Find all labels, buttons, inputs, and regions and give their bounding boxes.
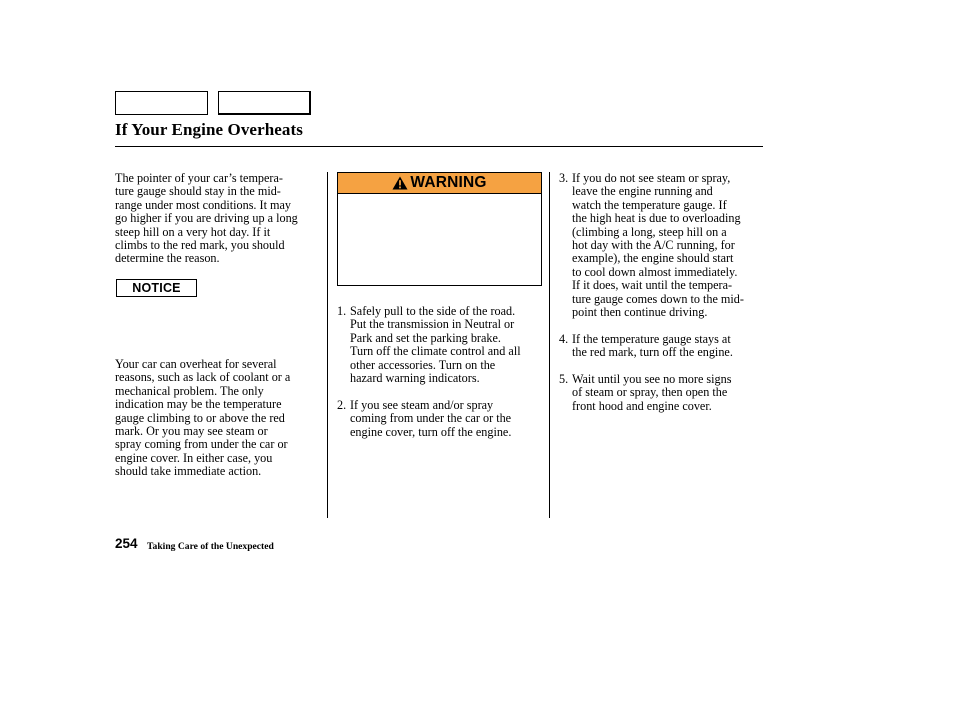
- cause-paragraph: [115, 358, 321, 479]
- warning-triangle-icon: [392, 176, 408, 190]
- notice-label: NOTICE: [116, 279, 197, 297]
- text-line: gauge climbing to or above the red: [115, 410, 285, 425]
- text-line: the red mark, turn off the engine.: [572, 345, 733, 360]
- column-right: [559, 172, 767, 427]
- page-title: If Your Engine Overheats: [115, 120, 303, 139]
- text-line: Put the transmission in Neutral or: [350, 317, 515, 332]
- text-line: leave the engine running and: [572, 184, 713, 199]
- text-line: Turn off the climate control and all: [350, 344, 521, 359]
- intro-paragraph: [115, 172, 321, 266]
- text-line: hazard warning indicators.: [350, 371, 480, 386]
- column-divider: [327, 172, 328, 518]
- section-title: Taking Care of the Unexpected: [147, 541, 274, 552]
- warning-label: WARNING: [410, 174, 487, 191]
- text-line: reasons, such as lack of coolant or a: [115, 370, 291, 385]
- page-number: 254: [115, 536, 138, 551]
- step-item: [559, 333, 767, 360]
- text-line: mechanical problem. The only: [115, 383, 264, 398]
- step-number: 1.: [337, 304, 347, 318]
- text-line: coming from under the car or the: [350, 411, 512, 426]
- warning-header: [338, 173, 541, 194]
- text-line: Wait until you see no more signs: [572, 372, 732, 387]
- text-line: If you see steam and/or spray: [350, 397, 494, 412]
- nav-box-contents[interactable]: [115, 91, 208, 115]
- column-middle: [337, 305, 542, 452]
- text-line: hot day with the A/C running, for: [572, 238, 735, 253]
- text-line: go higher if you are driving up a long: [115, 211, 298, 226]
- text-line: steep hill on a very hot day. If it: [115, 224, 271, 239]
- text-line: should take immediate action.: [115, 464, 262, 479]
- column-left: [115, 172, 321, 279]
- text-line: If you do not see steam or spray,: [572, 171, 731, 185]
- text-line: The pointer of your car’s tempera-: [115, 171, 283, 185]
- text-line: range under most conditions. It may: [115, 197, 292, 212]
- text-line: climbs to the red mark, you should: [115, 238, 285, 253]
- column-divider: [549, 172, 550, 518]
- text-line: to cool down almost immediately.: [572, 264, 738, 279]
- warning-box: [337, 172, 542, 286]
- text-line: determine the reason.: [115, 251, 220, 266]
- step-item: [337, 305, 542, 385]
- step-item: [559, 373, 767, 413]
- text-line: of steam or spray, then open the: [572, 385, 728, 400]
- text-line: If the temperature gauge stays at: [572, 331, 731, 346]
- text-line: If it does, wait until the tempera-: [572, 278, 733, 293]
- text-line: watch the temperature gauge. If: [572, 197, 727, 212]
- text-line: front hood and engine cover.: [572, 398, 712, 413]
- text-line: (climbing a long, steep hill on a: [572, 224, 727, 239]
- step-number: 2.: [337, 397, 347, 412]
- title-rule: [115, 146, 763, 147]
- text-line: ture gauge comes down to the mid-: [572, 291, 744, 306]
- text-line: example), the engine should start: [572, 251, 734, 266]
- text-line: Your car can overheat for several: [115, 357, 277, 371]
- text-line: point then continue driving.: [572, 305, 708, 320]
- text-line: other accessories. Turn on the: [350, 357, 496, 372]
- text-line: indication may be the temperature: [115, 397, 282, 412]
- step-number: 4.: [559, 331, 569, 346]
- text-line: engine cover, turn off the engine.: [350, 424, 512, 439]
- text-line: ture gauge should stay in the mid-: [115, 184, 281, 199]
- text-line: engine cover. In either case, you: [115, 450, 273, 465]
- step-item: [559, 172, 767, 319]
- text-line: Park and set the parking brake.: [350, 330, 501, 345]
- text-line: mark. Or you may see steam or: [115, 424, 268, 439]
- text-line: spray coming from under the car or: [115, 437, 288, 452]
- nav-box-index[interactable]: [218, 91, 311, 115]
- step-number: 3.: [559, 171, 569, 185]
- step-number: 5.: [559, 372, 569, 387]
- step-item: [337, 399, 542, 439]
- text-line: Safely pull to the side of the road.: [350, 304, 516, 318]
- text-line: the high heat is due to overloading: [572, 211, 741, 226]
